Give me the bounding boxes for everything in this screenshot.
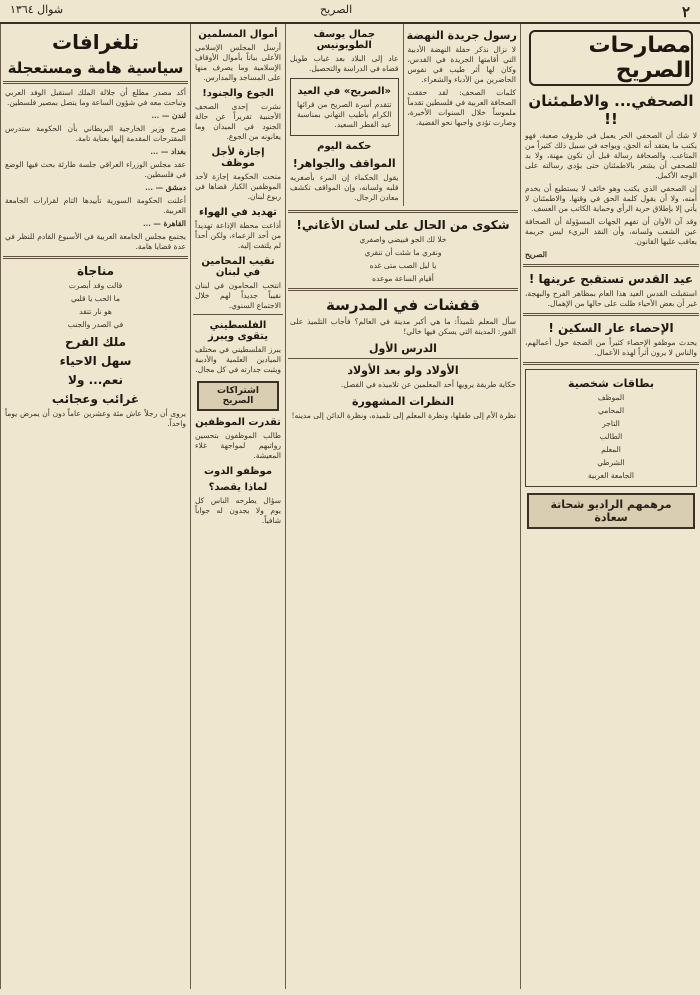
article-paragraph: طالب الموظفون بتحسين رواتبهم لمواجهة غلاء المعيشة.: [195, 431, 281, 460]
article-title: الدرس الأول: [369, 342, 437, 355]
article-title: النظرات المشهورة: [351, 395, 455, 408]
divider: [288, 210, 518, 213]
editorial-paragraph: لا شك أن الصحفي الحر يعمل في ظروف صعبة، فهو يكتب ما يعتقد أنه الحق، ويواجه في سبيل ذلك كثيراً من المتاعب. والصحافة رسالة قبل أن تكون مهنة، ولا بد للصحفي أن يشعر بالاطمئنان حتى يؤدي رسالته على الوجه الأكمل.: [525, 131, 697, 180]
editorial-paragraph: إن الصحفي الذي يكتب وهو خائف لا يستطيع أن يخدم أمته، ولا أن يقول كلمة الحق في وقتها. والاطمئنان لا يأتي إلا بإطلاق حرية الرأي وحماية الكاتب من العسف.: [525, 184, 697, 213]
article-title: جمال يوسف الطوبونيس: [313, 29, 376, 51]
telegram-paragraph: أكد مصدر مطلع أن جلالة الملك استقبل الوفد العربي وتباحث معه في شؤون الساعة وما يتصل بمصير فلسطين.: [5, 88, 186, 107]
dateline: لندن — ...: [151, 111, 186, 120]
article-title: غرائب وعجائب: [51, 392, 140, 406]
telegrams-title: تلغرافات: [52, 30, 139, 54]
poem-line: في الصدر والجنب: [67, 320, 124, 329]
article-paragraph: كلمات الصحف: لقد حققت الصحافة العربية في فلسطين تقدماً ملموساً خلال السنوات الأخيرة، وصارت تؤدي واجبها نحو القضية.: [407, 88, 516, 127]
card-item: الشرطي: [597, 458, 625, 467]
divider: [523, 362, 699, 365]
column-editorial: [520, 24, 700, 989]
poem-line: أقيام الساعة موعده: [372, 274, 434, 283]
poem-line: قالت وقد أبصرت: [68, 281, 123, 290]
article-title: حكمة اليوم: [317, 141, 372, 152]
article-title: ملك الفرح: [64, 335, 127, 349]
article-paragraph: يروى أن رجلاً عاش مئة وعشرين عاماً دون أن يمرض يوماً واحداً.: [5, 409, 186, 428]
article-title: عيد القدس تستقبح عرينها !: [528, 272, 694, 286]
article-title: تقدرت الموظفين: [195, 417, 281, 428]
article-paragraph: نظرة الأم إلى طفلها، ونظرة المعلم إلى تلميذه، ونظرة الدائن إلى مدينه!: [291, 411, 516, 420]
article-paragraph: يبرز الفلسطيني في مختلف الميادين العلمية والأدبية ويثبت جدارته في كل مجال.: [195, 345, 281, 374]
telegrams-subtitle: سياسية هامة ومستعجلة: [7, 59, 184, 77]
divider: [288, 288, 518, 291]
article-title: نقيب المحامين في لبنان: [201, 256, 275, 278]
issue-date: شوال ١٣٦٤: [10, 3, 64, 16]
article-paragraph: يقول الحكماء إن المرء بأصغريه قلبه ولسانه، وإن المواقف تكشف معادن الرجال.: [290, 173, 399, 202]
article-title: الإحصاء عار السكين !: [548, 321, 674, 335]
article-paragraph: أذاعت محطة الإذاعة تهديداً من أحد الزعماء، ولكن أحداً لم يلتفت إليه.: [195, 221, 281, 250]
article-title: تهديد في الهواء: [199, 207, 277, 218]
article-paragraph: يحدث موظفو الإحصاء كثيراً من الضجة حول أعمالهم، والناس لا يرون أثراً لهذه الأعمال.: [525, 338, 697, 357]
article-title: لماذا يقصد؟: [208, 482, 268, 493]
card-item: المعلم: [601, 445, 621, 454]
article-title: الجوع والجنود!: [202, 88, 274, 99]
telegram-paragraph: عقد مجلس الوزراء العراقي جلسة طارئة بحث فيها الوضع في فلسطين.: [5, 160, 186, 179]
column-news: [190, 24, 285, 989]
article-title: أموال المسلمين: [198, 29, 278, 40]
divider: [523, 313, 699, 316]
paper-name: الصريح: [320, 3, 353, 16]
box-text: تتقدم أسرة الصريح من قرائها الكرام بأطيب التهاني بمناسبة عيد الفطر السعيد.: [297, 100, 392, 129]
poem-line: يا ليل الصب متى غده: [369, 261, 437, 270]
article-title: الأولاد ولو بعد الأولاد: [347, 364, 459, 377]
card-item: الموظف: [597, 393, 625, 402]
article-title: قفشات في المدرسة: [325, 296, 480, 314]
article-title: المواقف والجواهر!: [292, 157, 396, 170]
editorial-signature: الصريح: [525, 250, 547, 259]
article-paragraph: سؤال يطرحه الناس كل يوم ولا يجدون له جواباً شافياً.: [195, 496, 281, 525]
editorial-paragraph: وقد آن الأوان أن تفهم الجهات المسؤولة أن الصحافة عين الشعب ولسانه، وأن النقد البريء ليس جريمة يعاقب عليها القانون.: [525, 217, 697, 246]
article-paragraph: استقبلت القدس العيد هذا العام بمظاهر الفرح والبهجة، غير أن بعض الأحياء ظلت على حالها من الإهمال.: [525, 289, 697, 308]
poem-line: ونقري ما شئت أن تنقري: [364, 248, 442, 257]
divider: [193, 314, 283, 315]
telegram-paragraph: أعلنت الحكومة السورية تأييدها التام لقرارات الجامعة العربية.: [5, 196, 186, 215]
article-paragraph: عاد إلى البلاد بعد غياب طويل قضاه في الدراسة والتحصيل.: [290, 54, 399, 73]
article-paragraph: حكاية طريفة يرويها أحد المعلمين عن تلاميذه في الفصل.: [340, 380, 516, 389]
article-paragraph: انتخب المحامون في لبنان نقيباً جديداً لهم خلال الاجتماع السنوي.: [195, 281, 281, 310]
subcolumn-left: [286, 24, 404, 206]
eid-greeting-box: [290, 78, 399, 136]
article-title: موظفو الدوت: [203, 466, 273, 477]
article-paragraph: سأل المعلم تلميذاً: ما هي أكبر مدينة في العالم؟ فأجاب التلميذ على الفور: المدينة التي يسكن فيها خالي!: [290, 317, 516, 336]
subscription-banner: اشتراكات الصريح: [197, 381, 279, 411]
personal-cards-box: [525, 369, 697, 487]
cards-title: بطاقات شخصية: [568, 377, 654, 390]
poem-line: ما الحب يا قلبي: [71, 294, 120, 303]
article-title: سهل الاحياء: [59, 354, 132, 368]
subcolumn-right: [404, 24, 521, 206]
article-paragraph: نشرت إحدى الصحف الأجنبية تقريراً عن حالة الجنود في الميدان وما يعانونه من الجوع.: [195, 102, 281, 141]
article-title: نعم... ولا: [68, 373, 123, 387]
card-item: المحامي: [597, 406, 625, 415]
poem-line: هو نار تتقد: [79, 307, 112, 316]
dateline: بغداد — ...: [150, 147, 186, 156]
editorial-title: الصحفي... والاطمئنان !!: [528, 92, 694, 128]
poem-line: خلا لك الجو فبيضي واصفري: [359, 235, 447, 244]
card-item: التاجر: [602, 419, 620, 428]
card-item: الجامعة العربية: [587, 471, 635, 480]
article-title: مناجاة: [76, 264, 115, 278]
masthead: مصارحات الصريح: [529, 30, 693, 86]
box-title: «الصريح» في العيد: [297, 86, 391, 97]
article-title: إجازة لأجل موظف: [211, 147, 265, 169]
dateline: القاهرة — ...: [142, 219, 186, 228]
page-number: ٢: [681, 3, 690, 21]
article-title: الفلسطيني يتقوى ويبرز: [208, 320, 268, 342]
divider: [523, 264, 699, 267]
article-paragraph: أرسل المجلس الإسلامي الأعلى بياناً بأموال الأوقاف الإسلامية وما يصرف منها على المساجد والمدارس.: [195, 43, 281, 82]
telegram-paragraph: يجتمع مجلس الجامعة العربية في الأسبوع القادم للنظر في عدة قضايا هامة.: [5, 232, 186, 251]
divider: [3, 81, 188, 84]
page-header: [0, 0, 700, 24]
column-features: [285, 24, 520, 989]
article-title: شكوى من الحال على لسان الأغاني!: [296, 218, 510, 232]
telegram-paragraph: صرح وزير الخارجية البريطاني بأن الحكومة ستدرس المقترحات المقدمة إليها بعناية تامة.: [5, 124, 186, 143]
radio-advertisement: مرهمهم الراديو شحاتة سعادة: [527, 493, 695, 529]
dateline: دمشق — ...: [145, 183, 186, 192]
article-title: رسول جريدة النهضة: [406, 29, 517, 42]
card-item: الطالب: [599, 432, 623, 441]
divider: [3, 256, 188, 259]
article-paragraph: منحت الحكومة إجازة لأحد الموظفين الكبار قضاها في ربوع لبنان.: [195, 172, 281, 201]
divider: [288, 358, 518, 359]
column-telegrams: [0, 24, 190, 989]
article-paragraph: لا نزال نذكر حفلة النهضة الأدبية التي أقامتها الجريدة في القدس، وكان لها أثر طيب في نفوس الحاضرين من الأدباء والشعراء.: [407, 45, 516, 84]
